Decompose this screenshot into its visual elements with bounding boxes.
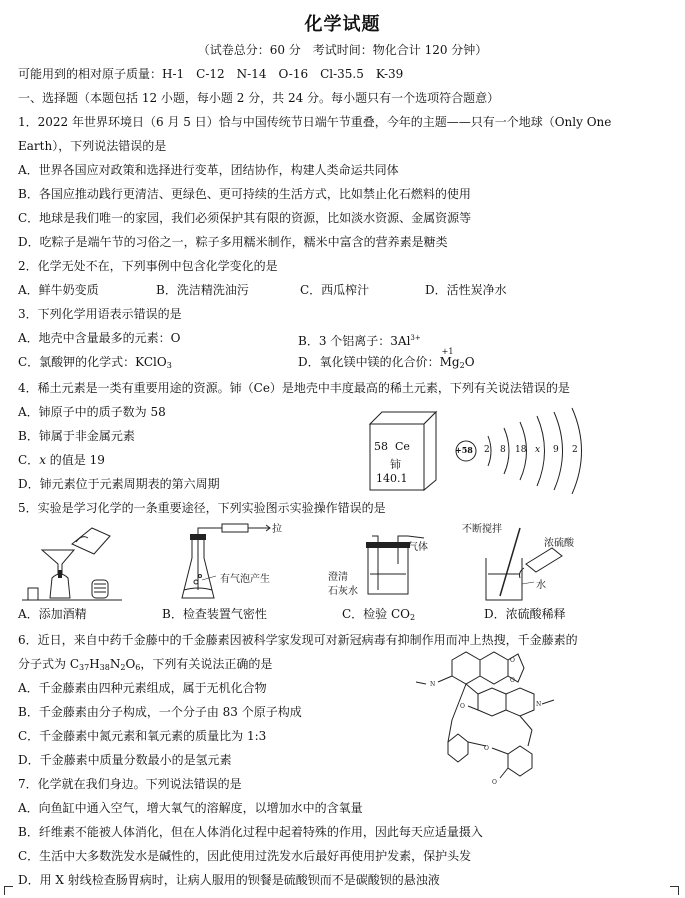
shell-4: x <box>535 445 541 455</box>
svg-text:O: O <box>492 779 497 786</box>
label-stir: 不断搅拌 <box>462 524 502 535</box>
q3-option-d: D．氧化镁中镁的化合价： +1 $Mg_2O$ <box>298 347 475 370</box>
element-tile-figure <box>368 410 438 492</box>
svg-text:N: N <box>536 701 542 708</box>
q5-stem: 5．实验是学习化学的一条重要途径，下列实验图示实验操作错误的是 <box>18 501 386 515</box>
element-mass: 140.1 <box>376 472 408 485</box>
svg-text:O: O <box>510 657 515 664</box>
atomic-masses: 可能用到的相对原子质量：H-1 C-12 N-14 O-16 Cl-35.5 K-39 <box>18 67 404 81</box>
q2-option-c: C．西瓜榨汁 <box>300 283 370 297</box>
svg-text:O: O <box>484 745 489 752</box>
q6-option-b: B．千金藤素由分子构成，一个分子由 83 个原子构成 <box>18 705 302 719</box>
q2-option-d: D．活性炭净水 <box>425 283 507 297</box>
nucleus-charge: +58 <box>455 445 473 455</box>
shell-1: 2 <box>484 445 490 455</box>
q7-option-b: B．纤维素不能被人体消化，但在人体消化过程中起着特殊的作用，因此每天应适量摄入 <box>18 825 483 839</box>
crop-mark-right <box>670 886 679 895</box>
q2-option-b: B．洗洁精洗油污 <box>156 283 249 297</box>
q6-stem: 6．近日，来自中药千金藤中的千金藤素因被科学家发现可对新冠病毒有抑制作用而冲上热搜，千金藤素的 <box>18 633 578 647</box>
q4-option-d: D．铈元素位于元素周期表的第六周期 <box>18 477 220 491</box>
svg-text:O: O <box>510 677 515 684</box>
q1-option-c: C．地球是我们唯一的家园，我们必须保护其有限的资源，比如淡水资源、金属资源等 <box>18 211 472 225</box>
svg-text:N: N <box>430 681 436 688</box>
label-limewater-1: 澄清 <box>328 572 348 583</box>
element-number: 58 <box>374 440 388 453</box>
lab-figure-d <box>462 518 592 608</box>
label-gas: 气体 <box>408 542 428 553</box>
q3-option-a: A．地壳中含量最多的元素：O <box>18 331 181 345</box>
lab-figure-b <box>180 520 290 610</box>
shell-3: 18 <box>515 445 527 455</box>
label-pull: 拉 <box>272 524 282 535</box>
q1-stem-cont: Earth），下列说法错误的是 <box>18 139 167 153</box>
q7-stem: 7．化学就在我们身边。下列说法错误的是 <box>18 777 242 791</box>
q4-option-c: C．x 的值是 19 <box>18 453 105 467</box>
q6-option-c: C．千金藤素中氮元素和氧元素的质量比为 1:3 <box>18 729 267 743</box>
q5-option-b: B．检查装置气密性 <box>162 607 267 621</box>
q3-option-b: B．3 个铝离子：$3Al^{3+}$ <box>298 334 421 348</box>
q7-option-a: A．向鱼缸中通入空气，增大氧气的溶解度，以增加水中的含氧量 <box>18 801 363 815</box>
element-name: 铈 <box>390 458 401 471</box>
q1-option-a: A．世界各国应对政策和选择进行变革，团结协作，构建人类命运共同体 <box>18 163 399 177</box>
crop-mark-left <box>4 886 13 895</box>
section-heading: 一、选择题（本题包括 12 小题，每小题 2 分，共 24 分。每小题只有一个选项符合题意） <box>18 91 500 105</box>
shell-5: 9 <box>553 445 559 455</box>
q5-option-a: A．添加酒精 <box>18 607 87 621</box>
label-acid: 浓硫酸 <box>544 538 574 549</box>
molecule-structure-figure <box>412 650 592 790</box>
q6-option-d: D．千金藤素中质量分数最小的是氢元素 <box>18 753 232 767</box>
q3-option-c: C．氯酸钾的化学式：KClO$_3$ <box>18 355 172 370</box>
q6-option-a: A．千金藤素由四种元素组成，属于无机化合物 <box>18 681 267 695</box>
atomic-structure-figure <box>452 406 602 494</box>
q7-option-d: D．用 X 射线检查肠胃病时，让病人服用的钡餐是硫酸钡而不是碳酸钡的悬浊液 <box>18 873 440 887</box>
q5-option-c: C．检验 $CO_2$ <box>342 607 416 622</box>
q6-stem-cont: 分子式为 $C_{37}H_{38}N_2O_6$，下列有关说法正确的是 <box>18 657 273 672</box>
lab-figure-a <box>22 518 122 608</box>
q1-option-d: D．吃粽子是端午节的习俗之一，粽子多用糯米制作，糯米中富含的营养素是糖类 <box>18 235 448 249</box>
page-title: 化学试题 <box>304 14 381 35</box>
shell-6: 2 <box>572 445 578 455</box>
exam-info: （试卷总分：60 分 考试时间：物化合计 120 分钟） <box>197 43 488 57</box>
q7-option-c: C．生活中大多数洗发水是碱性的，因此使用过洗发水后最好再使用护发素，保护头发 <box>18 849 472 863</box>
lab-figure-c <box>328 534 458 604</box>
shell-2: 8 <box>500 445 506 455</box>
q1-option-b: B．各国应推动践行更清洁、更绿色、更可持续的生活方式，比如禁止化石燃料的使用 <box>18 187 471 201</box>
q4-stem: 4．稀土元素是一类有重要用途的资源。铈（Ce）是地壳中丰度最高的稀土元素，下列有关说法错误的是 <box>18 381 570 395</box>
q4-option-b: B．铈属于非金属元素 <box>18 429 135 443</box>
q5-option-d: D．浓硫酸稀释 <box>484 607 566 621</box>
label-limewater-2: 石灰水 <box>328 586 358 597</box>
q2-option-a: A．鲜牛奶变质 <box>18 283 99 297</box>
q4-option-a: A．铈原子中的质子数为 58 <box>18 405 166 419</box>
label-bubbles: 有气泡产生 <box>220 574 270 585</box>
q1-stem: 1．2022 年世界环境日（6 月 5 日）恰与中国传统节日端午节重叠，今年的主题——只有一个地球（Only One <box>18 115 612 129</box>
element-symbol: Ce <box>395 440 410 453</box>
q3-stem: 3．下列化学用语表示错误的是 <box>18 307 182 321</box>
svg-text:O: O <box>460 703 465 710</box>
q2-stem: 2．化学无处不在，下列事例中包含化学变化的是 <box>18 259 278 273</box>
label-water: 水 <box>536 580 546 591</box>
